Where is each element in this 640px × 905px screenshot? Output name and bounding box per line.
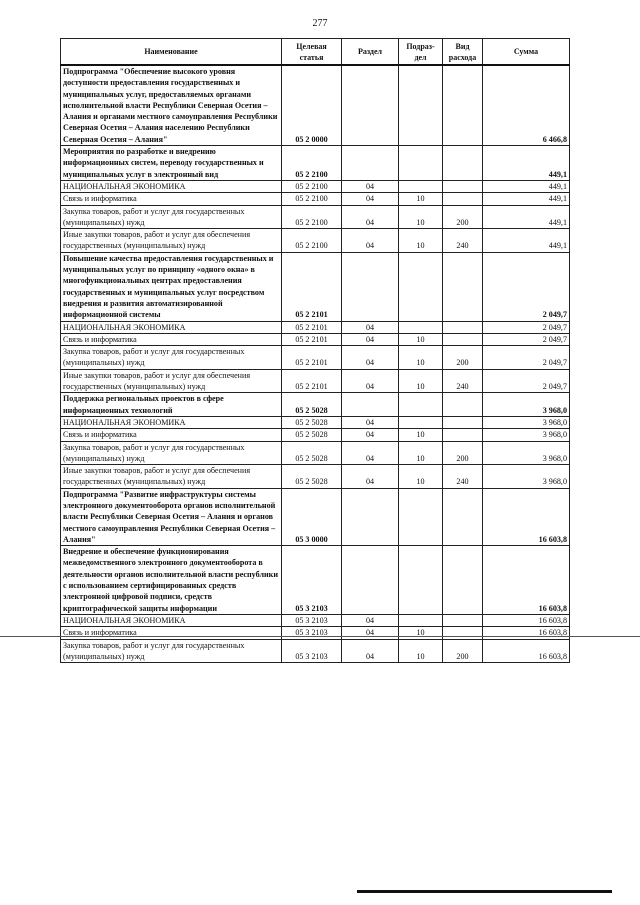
table-row bbox=[61, 193, 570, 205]
cell-section: 04 bbox=[342, 465, 399, 489]
cell-expense-type bbox=[443, 65, 483, 146]
cell-name: Поддержка региональных проектов в сфере информационных технологий bbox=[61, 393, 282, 417]
cell-expense-type bbox=[443, 416, 483, 428]
table-row bbox=[61, 416, 570, 428]
table-row bbox=[61, 441, 570, 465]
table-row bbox=[61, 369, 570, 393]
cell-subsection bbox=[399, 321, 443, 333]
page-number: 277 bbox=[312, 18, 328, 29]
cell-subsection bbox=[399, 614, 443, 626]
table-header-row bbox=[61, 39, 570, 66]
cell-target: 05 2 2100 bbox=[282, 146, 342, 181]
cell-sum: 2 049,7 bbox=[483, 252, 570, 321]
cell-sum: 449,1 bbox=[483, 193, 570, 205]
table-row bbox=[61, 146, 570, 181]
cell-name: Мероприятия по разработке и внедрению информационных систем, переводу государственных и муниципальных услуг в электронный вид bbox=[61, 146, 282, 181]
footer-rule bbox=[357, 890, 612, 893]
cell-target: 05 2 2100 bbox=[282, 193, 342, 205]
table-row bbox=[61, 229, 570, 253]
cell-section: 04 bbox=[342, 627, 399, 639]
cell-expense-type bbox=[443, 321, 483, 333]
table-row bbox=[61, 346, 570, 370]
cell-name: Подпрограмма "Обеспечение высокого уровня доступности предоставления государственных и муниципальных услуг, предоставляемых органами исполнительной власти Республики Северная Осетия – Алания и органами местного самоуправления Республики Северная Осетия – Алания населению Республики Северная Осетия – Алания" bbox=[61, 65, 282, 146]
cell-name: НАЦИОНАЛЬНАЯ ЭКОНОМИКА bbox=[61, 614, 282, 626]
cell-target: 05 3 2103 bbox=[282, 546, 342, 615]
cell-subsection: 10 bbox=[399, 369, 443, 393]
cell-subsection bbox=[399, 146, 443, 181]
table-row bbox=[61, 180, 570, 192]
cell-expense-type: 240 bbox=[443, 465, 483, 489]
cell-section bbox=[342, 488, 399, 545]
cell-expense-type bbox=[443, 393, 483, 417]
cell-target: 05 2 5028 bbox=[282, 441, 342, 465]
header-expense-type: Вид расхода bbox=[443, 39, 483, 66]
cell-name: НАЦИОНАЛЬНАЯ ЭКОНОМИКА bbox=[61, 321, 282, 333]
cell-sum: 3 968,0 bbox=[483, 393, 570, 417]
cell-subsection: 10 bbox=[399, 429, 443, 441]
cell-subsection: 10 bbox=[399, 193, 443, 205]
table-row bbox=[61, 65, 570, 146]
cell-sum: 6 466,8 bbox=[483, 65, 570, 146]
cell-expense-type bbox=[443, 429, 483, 441]
table-row bbox=[61, 429, 570, 441]
cell-target: 05 2 2101 bbox=[282, 321, 342, 333]
cell-sum: 2 049,7 bbox=[483, 333, 570, 345]
cell-sum: 3 968,0 bbox=[483, 441, 570, 465]
cell-name: Закупка товаров, работ и услуг для государственных (муниципальных) нужд bbox=[61, 441, 282, 465]
cell-target: 05 2 2100 bbox=[282, 229, 342, 253]
cell-target: 05 2 0000 bbox=[282, 65, 342, 146]
table-row bbox=[61, 546, 570, 615]
scan-cut-line bbox=[0, 636, 640, 637]
cell-section bbox=[342, 252, 399, 321]
cell-target: 05 3 2103 bbox=[282, 627, 342, 639]
cell-name: Иные закупки товаров, работ и услуг для обеспечения государственных (муниципальных) нужд bbox=[61, 465, 282, 489]
cell-subsection: 10 bbox=[399, 465, 443, 489]
cell-section bbox=[342, 546, 399, 615]
cell-target: 05 3 2103 bbox=[282, 639, 342, 663]
cell-expense-type bbox=[443, 180, 483, 192]
cell-name: Связь и информатика bbox=[61, 429, 282, 441]
cell-section bbox=[342, 65, 399, 146]
cell-expense-type bbox=[443, 488, 483, 545]
cell-section bbox=[342, 393, 399, 417]
cell-sum: 2 049,7 bbox=[483, 346, 570, 370]
cell-subsection: 10 bbox=[399, 346, 443, 370]
cell-subsection bbox=[399, 416, 443, 428]
cell-target: 05 3 2103 bbox=[282, 614, 342, 626]
cell-target: 05 2 2100 bbox=[282, 180, 342, 192]
cell-expense-type bbox=[443, 333, 483, 345]
budget-table bbox=[60, 38, 570, 663]
cell-sum: 449,1 bbox=[483, 180, 570, 192]
cell-subsection: 10 bbox=[399, 333, 443, 345]
cell-expense-type: 200 bbox=[443, 639, 483, 663]
table-row bbox=[61, 488, 570, 545]
cell-target: 05 2 5028 bbox=[282, 416, 342, 428]
header-name: Наименование bbox=[61, 39, 282, 66]
cell-sum: 3 968,0 bbox=[483, 465, 570, 489]
cell-section: 04 bbox=[342, 346, 399, 370]
cell-sum: 16 603,8 bbox=[483, 614, 570, 626]
cell-sum: 16 603,8 bbox=[483, 488, 570, 545]
cell-subsection bbox=[399, 488, 443, 545]
table-row bbox=[61, 614, 570, 626]
cell-target: 05 2 5028 bbox=[282, 393, 342, 417]
cell-sum: 2 049,7 bbox=[483, 321, 570, 333]
header-sum: Сумма bbox=[483, 39, 570, 66]
cell-expense-type bbox=[443, 546, 483, 615]
cell-expense-type bbox=[443, 193, 483, 205]
cell-expense-type bbox=[443, 627, 483, 639]
cell-name: Повышение качества предоставления государственных и муниципальных услуг по принципу «одного окна» в многофункциональных центрах предоставления государственных и муниципальных услуг посредством внедрения и развития автоматизированной информационной системы bbox=[61, 252, 282, 321]
cell-expense-type: 240 bbox=[443, 229, 483, 253]
cell-target: 05 2 2101 bbox=[282, 369, 342, 393]
table-row bbox=[61, 252, 570, 321]
cell-name: НАЦИОНАЛЬНАЯ ЭКОНОМИКА bbox=[61, 180, 282, 192]
cell-target: 05 3 0000 bbox=[282, 488, 342, 545]
cell-expense-type: 200 bbox=[443, 205, 483, 229]
table-row bbox=[61, 321, 570, 333]
cell-section: 04 bbox=[342, 205, 399, 229]
header-subsection: Подраз-дел bbox=[399, 39, 443, 66]
header-target: Целевая статья bbox=[282, 39, 342, 66]
cell-expense-type: 200 bbox=[443, 441, 483, 465]
cell-sum: 449,1 bbox=[483, 229, 570, 253]
cell-name: Подпрограмма "Развитие инфраструктуры системы электронного документооборота органов исполнительной власти Республики Северная Осетия – Алания и органов местного самоуправления Республики Северная Осетия – Алания" bbox=[61, 488, 282, 545]
cell-subsection bbox=[399, 180, 443, 192]
cell-name: Закупка товаров, работ и услуг для государственных (муниципальных) нужд bbox=[61, 639, 282, 663]
cell-sum: 16 603,8 bbox=[483, 627, 570, 639]
cell-section: 04 bbox=[342, 429, 399, 441]
cell-expense-type bbox=[443, 146, 483, 181]
cell-section: 04 bbox=[342, 321, 399, 333]
cell-expense-type: 240 bbox=[443, 369, 483, 393]
cell-section: 04 bbox=[342, 193, 399, 205]
cell-target: 05 2 2101 bbox=[282, 346, 342, 370]
cell-target: 05 2 2101 bbox=[282, 333, 342, 345]
cell-subsection bbox=[399, 393, 443, 417]
cell-subsection: 10 bbox=[399, 627, 443, 639]
cell-target: 05 2 5028 bbox=[282, 465, 342, 489]
cell-expense-type bbox=[443, 614, 483, 626]
cell-sum: 449,1 bbox=[483, 146, 570, 181]
cell-name: Внедрение и обеспечение функционирования межведомственного электронного документооборота в деятельности органов исполнительной власти республики с использованием сертифицированных средств электронной цифровой подписи, средств криптографической защиты информации bbox=[61, 546, 282, 615]
cell-section: 04 bbox=[342, 614, 399, 626]
cell-subsection: 10 bbox=[399, 639, 443, 663]
cell-section: 04 bbox=[342, 229, 399, 253]
cell-sum: 449,1 bbox=[483, 205, 570, 229]
table-row bbox=[61, 639, 570, 663]
cell-subsection bbox=[399, 252, 443, 321]
cell-subsection: 10 bbox=[399, 229, 443, 253]
table-row bbox=[61, 393, 570, 417]
cell-sum: 16 603,8 bbox=[483, 546, 570, 615]
table-row bbox=[61, 627, 570, 639]
header-section: Раздел bbox=[342, 39, 399, 66]
cell-target: 05 2 2100 bbox=[282, 205, 342, 229]
cell-sum: 3 968,0 bbox=[483, 416, 570, 428]
cell-name: Связь и информатика bbox=[61, 333, 282, 345]
cell-sum: 16 603,8 bbox=[483, 639, 570, 663]
cell-expense-type bbox=[443, 252, 483, 321]
cell-section: 04 bbox=[342, 369, 399, 393]
cell-subsection bbox=[399, 546, 443, 615]
cell-expense-type: 200 bbox=[443, 346, 483, 370]
cell-subsection bbox=[399, 65, 443, 146]
cell-subsection: 10 bbox=[399, 205, 443, 229]
cell-name: НАЦИОНАЛЬНАЯ ЭКОНОМИКА bbox=[61, 416, 282, 428]
cell-section bbox=[342, 146, 399, 181]
cell-target: 05 2 2101 bbox=[282, 252, 342, 321]
cell-target: 05 2 5028 bbox=[282, 429, 342, 441]
cell-section: 04 bbox=[342, 180, 399, 192]
cell-sum: 3 968,0 bbox=[483, 429, 570, 441]
cell-name: Связь и информатика bbox=[61, 193, 282, 205]
table-row bbox=[61, 465, 570, 489]
cell-section: 04 bbox=[342, 441, 399, 465]
table-row bbox=[61, 333, 570, 345]
cell-sum: 2 049,7 bbox=[483, 369, 570, 393]
cell-name: Иные закупки товаров, работ и услуг для обеспечения государственных (муниципальных) нужд bbox=[61, 229, 282, 253]
cell-name: Закупка товаров, работ и услуг для государственных (муниципальных) нужд bbox=[61, 346, 282, 370]
cell-name: Иные закупки товаров, работ и услуг для обеспечения государственных (муниципальных) нужд bbox=[61, 369, 282, 393]
table-row bbox=[61, 205, 570, 229]
cell-name: Закупка товаров, работ и услуг для государственных (муниципальных) нужд bbox=[61, 205, 282, 229]
cell-name: Связь и информатика bbox=[61, 627, 282, 639]
cell-section: 04 bbox=[342, 416, 399, 428]
cell-section: 04 bbox=[342, 639, 399, 663]
cell-subsection: 10 bbox=[399, 441, 443, 465]
cell-section: 04 bbox=[342, 333, 399, 345]
